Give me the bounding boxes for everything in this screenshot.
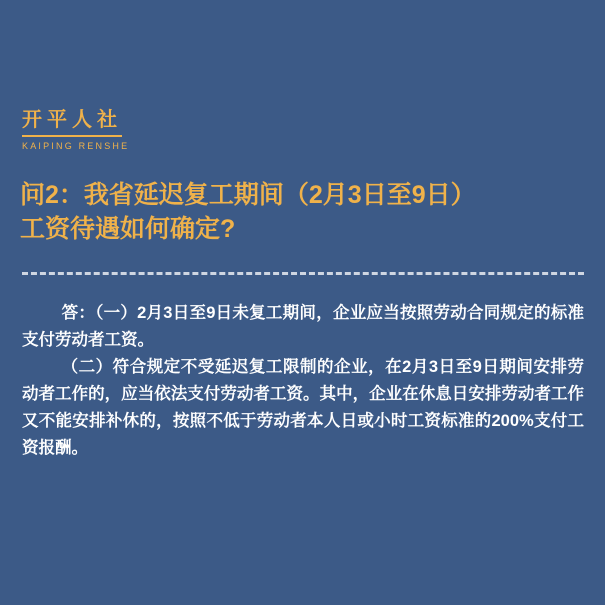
answer-paragraph-2: （二）符合规定不受延迟复工限制的企业，在2月3日至9日期间安排劳动者工作的，应当依法支付劳动者工资。其中，企业在休息日安排劳动者工作又不能安排补休的，按照不低于劳动者本人日或小时工资标准的200%支付工资报酬。 xyxy=(22,358,584,457)
brand-logo-divider xyxy=(22,135,122,137)
dashed-divider xyxy=(22,272,584,275)
page-title xyxy=(20,178,598,246)
page-title-line-2: 工资待遇如何确定? xyxy=(20,215,236,243)
brand-logo xyxy=(22,108,222,152)
brand-logo-chinese: 开平人社 xyxy=(22,109,122,131)
brand-logo-pinyin: KAIPING RENSHE xyxy=(22,141,130,151)
answer-paragraph-1: 答：（一）2月3日至9日未复工期间，企业应当按照劳动合同规定的标准支付劳动者工资。 xyxy=(22,304,584,349)
page-title-line-1: 问2：我省延迟复工期间（2月3日至9日） xyxy=(20,181,476,209)
answer-body xyxy=(22,300,584,462)
